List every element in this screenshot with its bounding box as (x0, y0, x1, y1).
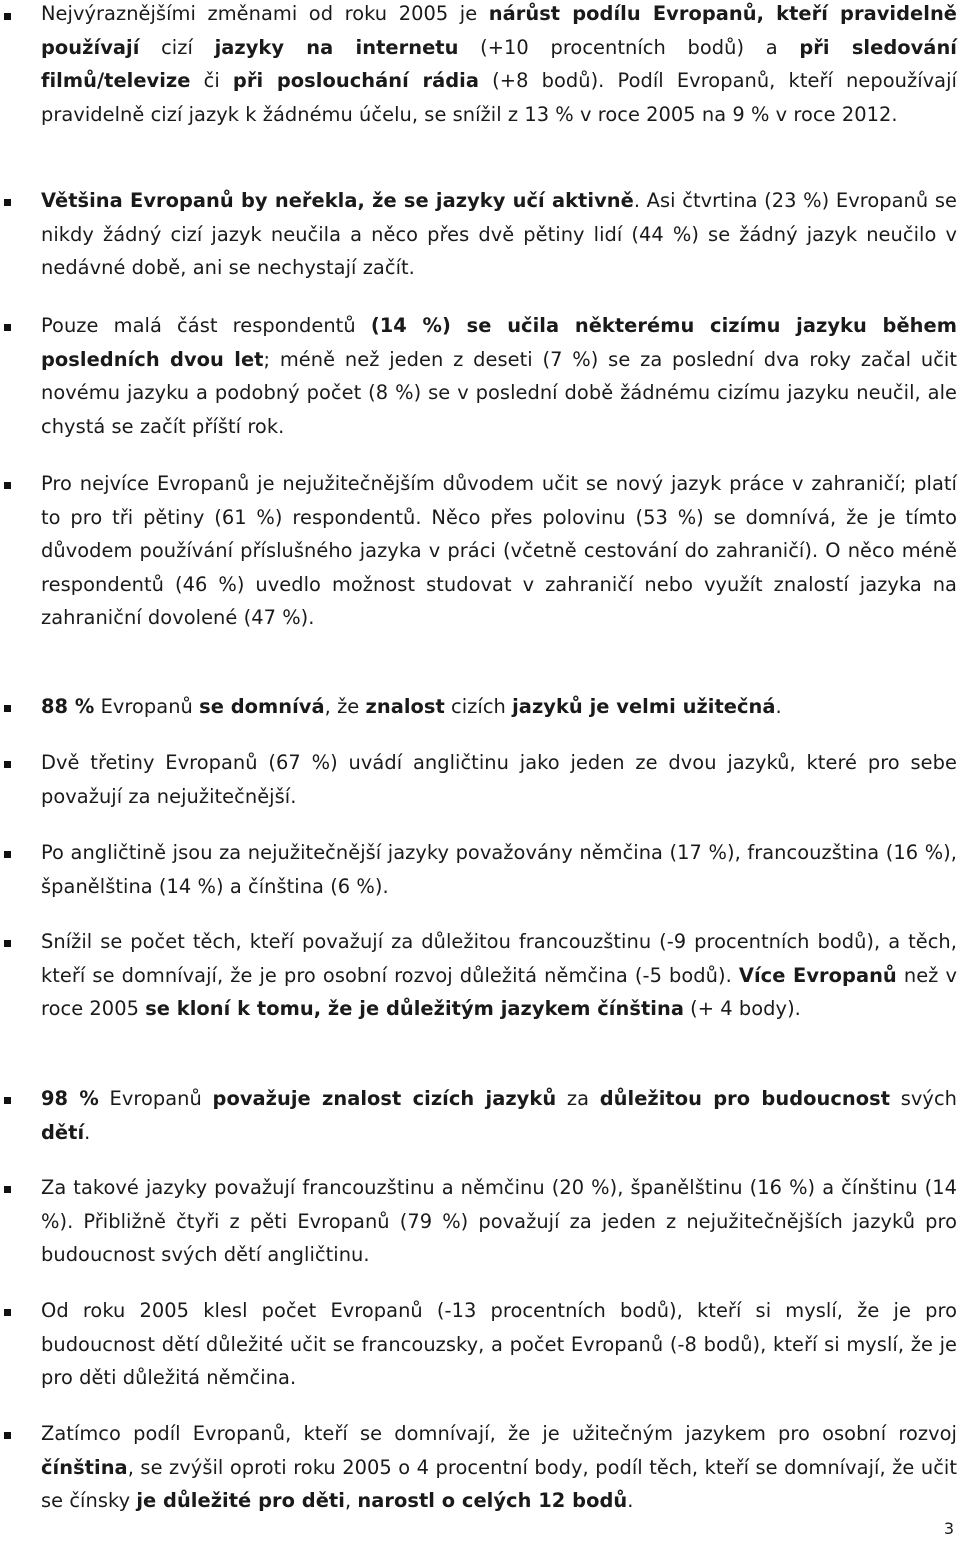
bullet-icon (4, 761, 11, 768)
text-run: Po angličtině jsou za nejužitečnější jazyky považovány němčina (17 %), francouzština (16 %), španělština (14 %) a čínština (6 %). (41, 841, 957, 898)
text-run: cizí (139, 35, 215, 59)
paragraph (41, 925, 957, 1026)
bullet-icon (4, 482, 11, 489)
bold-text: znalost (365, 695, 445, 718)
bold-text: dětí (41, 1120, 85, 1144)
bullet-icon (4, 1309, 11, 1316)
paragraph (41, 1294, 957, 1395)
text-run: za (556, 1087, 600, 1110)
bold-text: jazyků je velmi užitečná (512, 695, 776, 718)
paragraph (41, 1417, 957, 1518)
text-run: Za takové jazyky považují francouzštinu a němčinu (20 %), španělštinu (16 %) a čínštinu (14 %). Přibližně čtyři z pěti Evropanů (79 %) považují za jeden z nejužitečnějších jazyků pro budoucnost svých dětí angličtinu. (41, 1176, 957, 1267)
bold-text: důležitou pro budoucnost (599, 1087, 891, 1110)
text-run: Pro nejvíce Evropanů je nejužitečnějším důvodem učit se nový jazyk práce v zahraničí; platí to pro tři pětiny (61 %) respondentů. Něco přes polovinu (53 %) se domnívá, že je tímto důvodem používání příslušného jazyka v práci (včetně cestování do zahraničí). O něco méně respondentů (46 %) uvedlo možnost studovat v zahraničí nebo využít znalostí jazyka na zahraniční dovolené (47 %). (41, 472, 957, 630)
paragraph (41, 184, 957, 285)
paragraph (41, 836, 957, 903)
bold-text: je důležité pro děti (136, 1489, 345, 1513)
text-run: . (627, 1489, 634, 1513)
paragraph (41, 1082, 957, 1149)
text-run: než v roce 2005 (41, 963, 957, 1021)
text-run: svých (890, 1087, 957, 1110)
bullet-icon (4, 199, 11, 206)
text-run: (+8 bodů). Podíl Evropanů, kteří nepoužívají pravidelně cizí jazyk k žádnému účelu, se snížil z 13 % v roce 2005 na 9 % v roce 2012. (41, 69, 957, 126)
paragraph (41, 309, 957, 443)
bold-text: 88 % (41, 695, 95, 718)
text-run: , že (324, 695, 366, 718)
bold-text: považuje znalost cizích jazyků (212, 1087, 557, 1110)
text-run: ; méně než jeden z deseti (7 %) se za poslední dva roky začal učit novému jazyku a podobný počet (8 %) se v poslední době žádnému cizímu jazyku neučil, ale chystá se začít příští rok. (41, 347, 957, 438)
bullet-icon (4, 324, 11, 331)
bold-text: nárůst podílu Evropanů, kteří pravidelně používají (41, 2, 957, 59)
text-run: či (190, 69, 233, 93)
bold-text: čínština (41, 1455, 128, 1479)
bold-text: při sledování filmů/televize (41, 35, 957, 93)
text-run: (+ 4 body). (683, 997, 801, 1021)
text-run: Evropanů (98, 1087, 213, 1110)
paragraph (41, 1171, 957, 1272)
bold-text: se domnívá (199, 695, 325, 718)
text-run: Zatímco podíl Evropanů, kteří se domnívají, že je užitečným jazykem pro osobní rozvoj (41, 1422, 957, 1445)
bullet-icon (4, 940, 11, 947)
text-run: Dvě třetiny Evropanů (67 %) uvádí angličtinu jako jeden ze dvou jazyků, které pro sebe považují za nejužitečnější. (41, 751, 957, 808)
paragraph (41, 467, 957, 635)
page-number: 3 (943, 1519, 954, 1538)
text-run: . (775, 695, 782, 718)
bold-text: Většina Evropanů by neřekla, že se jazyky učí aktivně (41, 189, 634, 212)
paragraph (41, 690, 957, 724)
bold-text: narostl o celých 12 bodů (357, 1489, 628, 1513)
text-run: Od roku 2005 klesl počet Evropanů (-13 procentních bodů), kteří si myslí, že je pro budoucnost dětí důležité učit se francouzsky, a počet Evropanů (-8 bodů), kteří si myslí, že je pro děti důležitá němčina. (41, 1299, 957, 1390)
bullet-icon (4, 13, 11, 20)
bullet-icon (4, 851, 11, 858)
paragraph (41, 746, 957, 813)
text-run: Snížil se počet těch, kteří považují za důležitou francouzštinu (-9 procentních bodů), a těch, kteří se domnívají, že je pro osobní rozvoj důležitá němčina (-5 bodů). (41, 930, 957, 987)
text-run: , se zvýšil oproti roku 2005 o 4 procentní body, podíl těch, kteří se domnívají, že učit se čínsky (41, 1455, 957, 1513)
bullet-icon (4, 1432, 11, 1439)
text-run: , (344, 1489, 358, 1513)
text-run: Nejvýraznějšími změnami od roku 2005 je (41, 2, 489, 25)
text-run: (+10 procentních bodů) a (458, 35, 800, 59)
bullet-icon (4, 1186, 11, 1193)
bold-text: se kloní k tomu, že je důležitým jazykem čínština (145, 997, 684, 1021)
text-run: . (84, 1120, 91, 1144)
paragraph (41, 0, 957, 131)
text-run: Evropanů (94, 695, 200, 718)
bold-text: 98 % (41, 1087, 99, 1110)
bullet-icon (4, 1097, 11, 1104)
bold-text: (14 %) se učila některému cizímu jazyku během posledních dvou let (41, 314, 957, 371)
bullet-icon (4, 705, 11, 712)
bold-text: jazyky na internetu (214, 35, 459, 59)
text-run: Pouze malá část respondentů (41, 314, 371, 337)
text-run: . Asi čtvrtina (23 %) Evropanů se nikdy žádný cizí jazyk neučila a něco přes dvě pětiny lidí (44 %) se žádný jazyk neučilo v nedávné době, ani se nechystají začít. (41, 189, 957, 280)
bold-text: Více Evropanů (738, 963, 897, 987)
text-run: cizích (444, 695, 513, 718)
bold-text: při poslouchání rádia (232, 69, 480, 93)
